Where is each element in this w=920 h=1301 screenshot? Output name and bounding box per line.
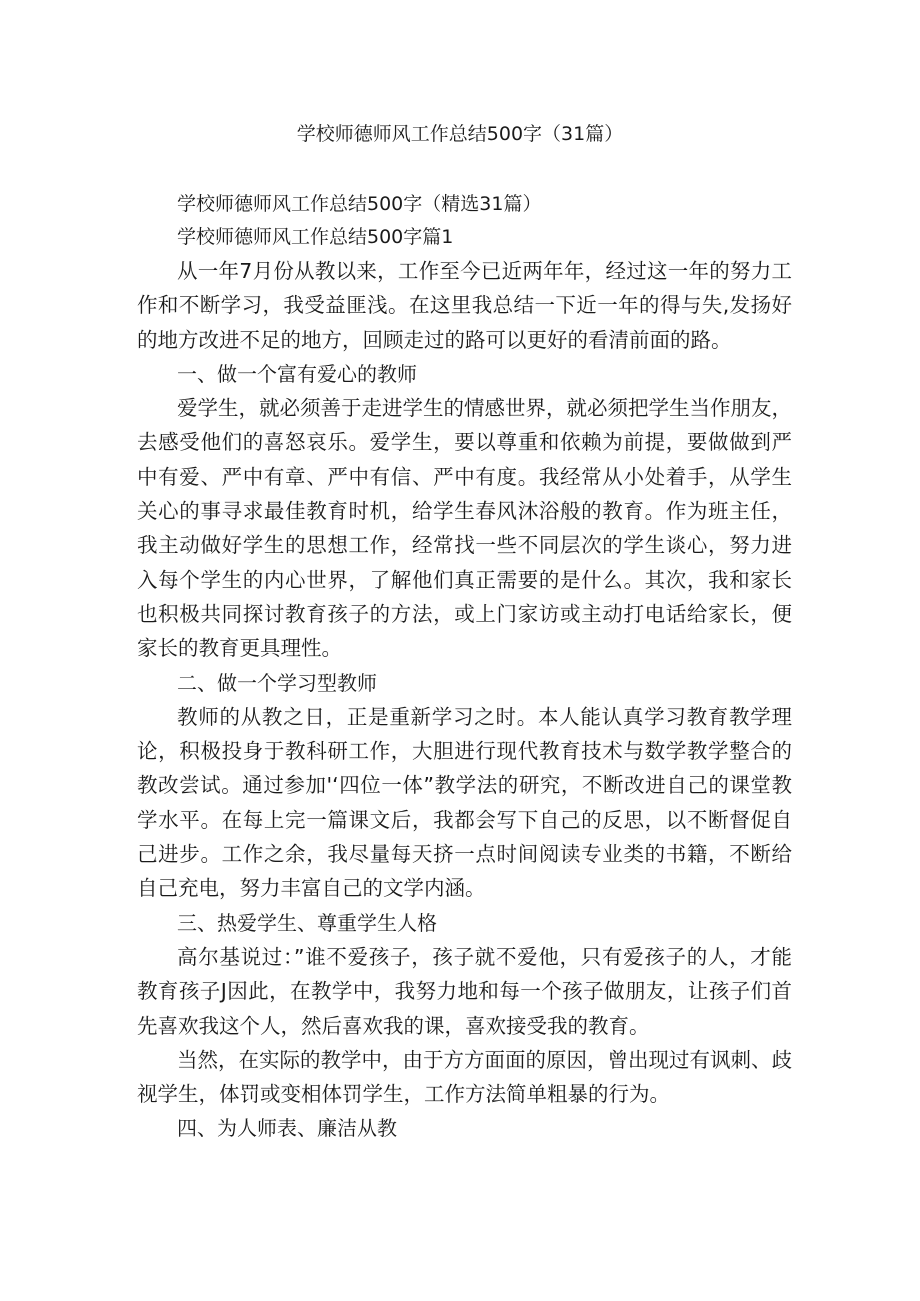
document-body — [137, 188, 792, 1146]
section-title: 学校师德师风工作总结500字篇1 — [177, 226, 454, 248]
paragraph-1: 爱学生，就必须善于走进学生的情感世界，就必须把学生当作朋友，去感受他们的喜怒哀乐。爱学生，要以尊重和依赖为前提，要做做到严中有爱、严中有章、严中有信、严中有度。我经常从小处着手，从学生关心的事寻求最佳教育时机，给学生春风沐浴般的教育。作为班主任，我主动做好学生的思想工作，经常找一些不同层次的学生谈心，努力进入每个学生的内心世界，了解他们真正需要的是什么。其次，我和家长也积极共同探讨教育孩子的方法，或上门家访或主动打电话给家长，便家长的教育更具理性。 — [137, 396, 792, 661]
heading-2: 二、做一个学习型教师 — [177, 670, 377, 695]
document-subtitle: 学校师德师风工作总结500字（精选31篇） — [177, 193, 542, 215]
heading-3: 三、热爱学生、尊重学生人格 — [177, 910, 437, 935]
heading-1: 一、做一个富有爱心的教师 — [177, 361, 417, 386]
paragraph-3: 高尔基说过：”谁不爱孩子，孩子就不爱他，只有爱孩子的人，才能教育孩子J因此，在教学中，我努力地和每一个孩子做朋友，让孩子们首先喜欢我这个人，然后喜欢我的课，喜欢接受我的教育。 — [137, 944, 792, 1038]
paragraph-4: 当然，在实际的教学中，由于方方面面的原因，曾出现过有讽刺、歧视学生，体罚或变相体罚学生，工作方法简单粗暴的行为。 — [137, 1047, 792, 1107]
document-title: 学校师德师风工作总结500字（31篇） — [296, 123, 624, 145]
intro-paragraph: 从一年7月份从教以来，工作至今已近两年年，经过这一年的努力工作和不断学习，我受益匪浅。在这里我总结一下近一年的得与失,发扬好的地方改进不足的地方，回顾走过的路可以更好的看清前面的路。 — [137, 259, 792, 352]
paragraph-2: 教师的从教之日，正是重新学习之时。本人能认真学习教育教学理论，积极投身于教科研工作，大胆进行现代教育技术与数学教学整合的教改尝试。通过参加'‘四位一体”教学法的研究，不断改进自己的课堂教学水平。在每上完一篇课文后，我都会写下自己的反思，以不断督促自己进步。工作之余，我尽量每天挤一点时间阅读专业类的书籍，不断给自己充电，努力丰富自己的文学内涵。 — [137, 704, 792, 901]
heading-4: 四、为人师表、廉洁从教 — [177, 1116, 397, 1141]
